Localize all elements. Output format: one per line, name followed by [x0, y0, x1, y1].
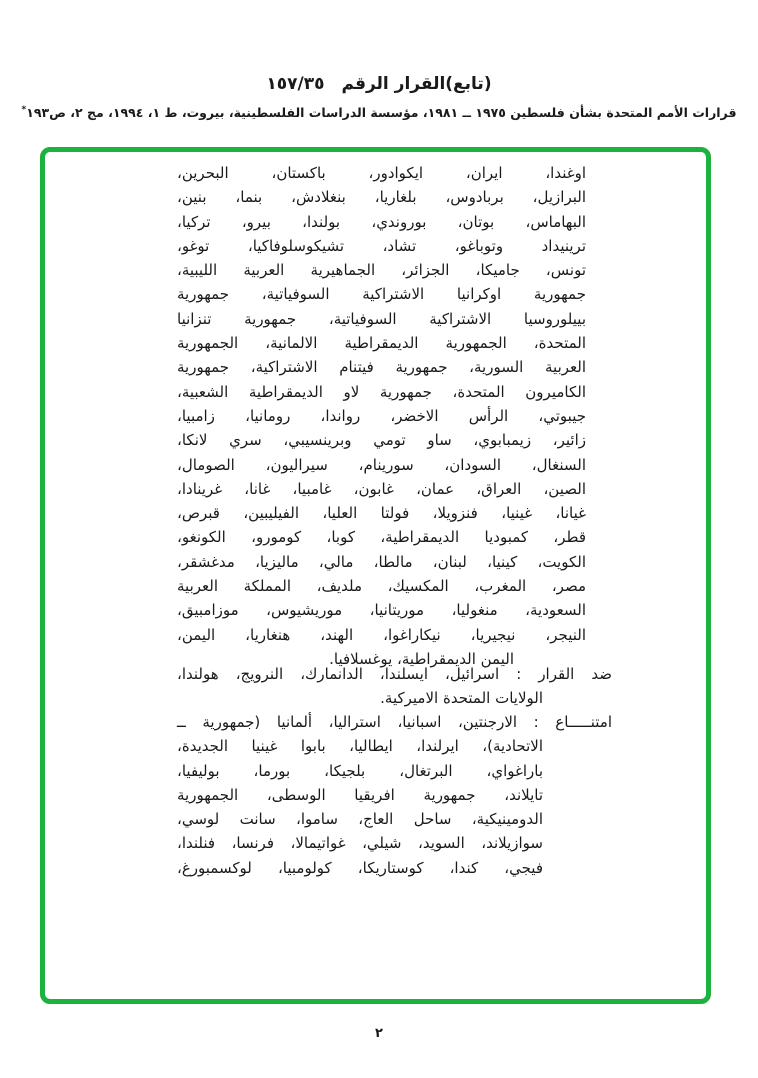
in-favor-list	[177, 161, 586, 671]
text-line: المتحدة، الجمهورية الديمقراطية الالمانية، الجمهورية	[177, 334, 586, 353]
text-line: ضد القرار : اسرائيل، ايسلندا، الدانمارك، النرويج، هولندا،	[177, 665, 612, 683]
against-label: ضد القرار	[538, 665, 612, 683]
text-line: سوازيلاند، السويد، شيلي، غواتيمالا، فرنسا، فنلندا،	[177, 834, 543, 853]
label-separator: :	[499, 665, 539, 683]
text-line: امتنـــــاع : الارجنتين، اسبانيا، استراليا، ألمانيا (جمهورية ــ	[177, 713, 612, 731]
text-line: تايلاند، جمهورية افريقيا الوسطى، الجمهورية	[177, 785, 543, 804]
label-separator: :	[517, 713, 556, 731]
page-title: (تابع)القرار الرقم ١٥٧/٣٥	[266, 74, 492, 94]
text-line: البرازيل، بربادوس، بلغاريا، بنغلادش، بنما، بنين،	[177, 188, 586, 207]
text-line: ترينيداد وتوباغو، تشاد، تشيكوسلوفاكيا، توغو،	[177, 236, 586, 255]
text-line: فيجي، كندا، كوستاريكا، كولومبيا، لوكسمبورغ،	[177, 858, 543, 877]
text-line: السعودية، منغوليا، موريتانيا، موريشيوس، موزامبيق،	[177, 601, 586, 620]
page-number: ٢	[375, 1026, 383, 1041]
text-line: الدومينيكية، ساحل العاج، ساموا، سانت لوسي،	[177, 810, 543, 829]
text-line: قطر، كمبوديا الديمقراطية، كوبا، كومورو، الكونغو،	[177, 528, 586, 547]
text-line: البهاماس، بوتان، بوروندي، بولندا، بيرو، تركيا،	[177, 212, 586, 231]
text-line: الصين، العراق، عمان، غابون، غامبيا، غانا، غرينادا،	[177, 479, 586, 498]
text-line: باراغواي، البرتغال، بلجيكا، بورما، بوليفيا،	[177, 761, 543, 780]
text-line: اوغندا، ايران، ايكوادور، باكستان، البحرين،	[177, 164, 586, 182]
text-line: اليمن الديمقراطية، يوغسلافيا.	[329, 649, 514, 668]
text-line: تونس، جاميكا، الجزائر، الجماهيرية العربية الليبية،	[177, 261, 586, 280]
text-line: السنغال، السودان، سورينام، سيراليون، الصومال،	[177, 455, 586, 474]
text-line: الولايات المتحدة الاميركية.	[380, 689, 543, 708]
source-citation	[0, 105, 758, 120]
text-line: زائير، زيمبابوي، ساو تومي وبرينسيبي، سري لانكا،	[177, 431, 586, 450]
citation-text: قرارات الأمم المتحدة بشأن فلسطين ١٩٧٥ ــ ١٩٨١، مؤسسة الدراسات الفلسطينية، بيروت، ط ١، ١٩٩٤، مج ٢، ص١٩٣	[26, 105, 737, 121]
footnote-marker: *	[21, 105, 27, 115]
text-line: الاتحادية)، ايرلندا، ايطاليا، بابوا غينيا الجديدة،	[177, 737, 543, 756]
against-list	[177, 662, 612, 711]
abstain-label: امتنـــــاع	[555, 713, 612, 731]
text-line: الكاميرون المتحدة، جمهورية لاو الديمقراطية الشعبية،	[177, 382, 586, 401]
text-line: النيجر، نيجيريا، نيكاراغوا، الهند، هنغاريا، اليمن،	[177, 625, 586, 644]
text-line: جيبوتي، الرأس الاخضر، رواندا، رومانيا، زامبيا،	[177, 406, 586, 425]
text-line: مصر، المغرب، المكسيك، ملديف، المملكة العربية	[177, 577, 586, 596]
text-line: غيانا، غينيا، فنزويلا، فولتا العليا، الفيليبين، قبرص،	[177, 504, 586, 523]
text-line: جمهورية اوكرانيا الاشتراكية السوفياتية، جمهورية	[177, 285, 586, 304]
text-line: العربية السورية، جمهورية فيتنام الاشتراكية، جمهورية	[177, 358, 586, 377]
text-line: بييلوروسيا الاشتراكية السوفياتية، جمهورية تنزانيا	[177, 309, 586, 328]
abstain-list	[177, 710, 612, 880]
text-line: الكويت، كينيا، لبنان، مالطا، مالي، ماليزيا، مدغشقر،	[177, 552, 586, 571]
